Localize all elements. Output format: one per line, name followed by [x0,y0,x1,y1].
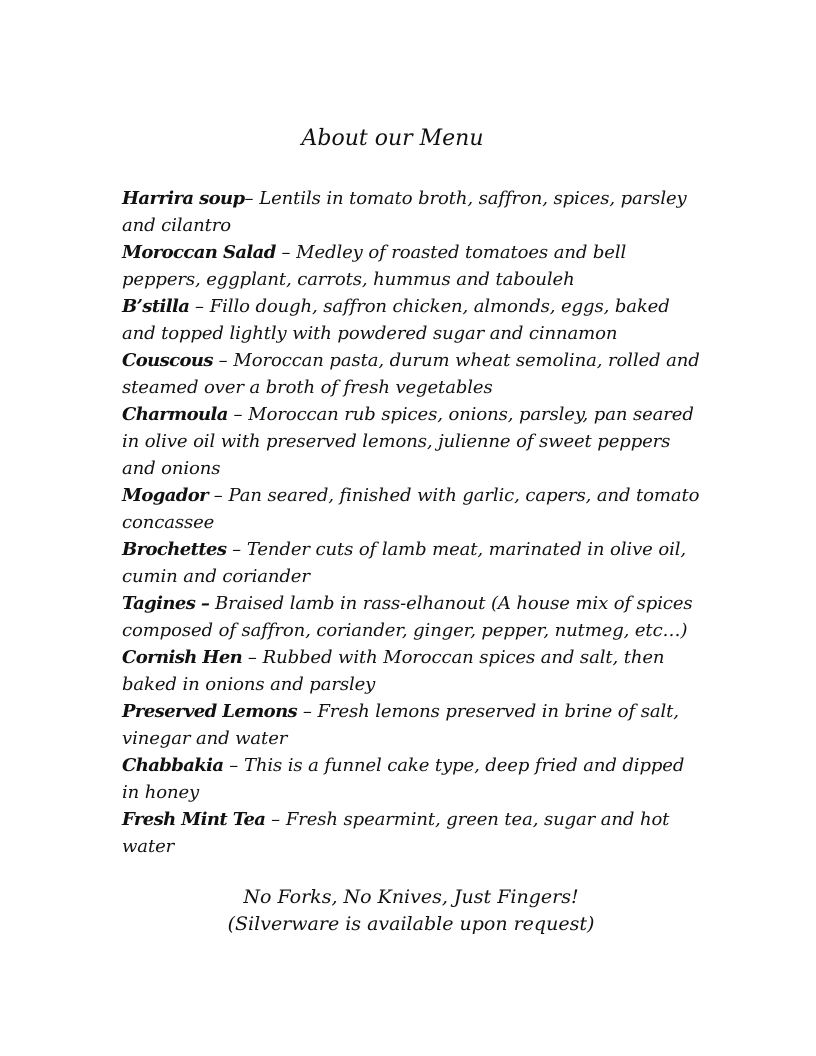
menu-item-separator: – [227,404,249,425]
menu-item-separator: – [244,188,260,209]
menu-item-description: Lentils in tomato broth, saffron, spices, parsley and cilantro [122,188,687,236]
menu-item-name: Moroccan Salad [122,242,276,263]
menu-item-bstilla [122,293,707,347]
menu-item-charmoula [122,401,707,482]
menu-item-name: Harrira soup [122,188,245,209]
menu-item-description: Medley of roasted tomatoes and bell peppers, eggplant, carrots, hummus and tabouleh [122,242,627,290]
menu-item-name: Brochettes [122,539,227,560]
menu-item-description: Pan seared, finished with garlic, capers, and tomato concassee [122,485,700,533]
menu-item-brochettes [122,536,707,590]
menu-item-cornish-hen [122,644,707,698]
menu-item-description: Tender cuts of lamb meat, marinated in olive oil, cumin and coriander [122,539,686,587]
menu-item-description: Moroccan rub spices, onions, parsley, pan seared in olive oil with preserved lemons, julienne of sweet peppers and onions [122,404,694,479]
menu-item-separator: – [189,296,210,317]
menu-item-separator: – [242,647,263,668]
menu-item-name: Couscous [122,350,213,371]
menu-item-tagines [122,590,707,644]
menu-item-description: Fresh lemons preserved in brine of salt, vinegar and water [122,701,679,749]
menu-item-name: Fresh Mint Tea [122,809,266,830]
menu-item-couscous [122,347,707,401]
menu-item-separator: – [226,539,247,560]
menu-item-separator: – [275,242,297,263]
menu-list [122,185,707,860]
menu-item-name: Cornish Hen [122,647,243,668]
menu-item-harrira-soup [122,185,707,239]
menu-item-description: Fresh spearmint, green tea, sugar and hot water [122,809,670,857]
footer-silverware-note: (Silverware is available upon request) [227,913,595,935]
menu-item-name: Preserved Lemons [122,701,298,722]
menu-item-description: Moroccan pasta, durum wheat semolina, rolled and steamed over a broth of fresh vegetables [122,350,700,398]
menu-item-name: Mogador [122,485,209,506]
menu-item-separator: – [212,350,234,371]
menu-item-moroccan-salad [122,239,707,293]
menu-item-separator: – [297,701,318,722]
menu-item-mogador [122,482,707,536]
menu-item-name: Tagines – [122,593,210,614]
menu-item-chabbakia [122,752,707,806]
menu-item-description: Rubbed with Moroccan spices and salt, then baked in onions and parsley [122,647,665,695]
page-title: About our Menu [301,126,484,151]
menu-item-name: Chabbakia [122,755,224,776]
menu-item-fresh-mint-tea [122,806,707,860]
menu-item-description: Fillo dough, saffron chicken, almonds, eggs, baked and topped lightly with powdered sugar and cinnamon [122,296,670,344]
menu-item-description: This is a funnel cake type, deep fried and dipped in honey [122,755,685,803]
menu-item-separator: – [208,485,229,506]
menu-item-separator: – [223,755,244,776]
menu-item-description: Braised lamb in rass-elhanout (A house mix of spices composed of saffron, coriander, ginger, pepper, nutmeg, etc…) [122,593,693,641]
menu-item-name: B’stilla [122,296,190,317]
menu-item-name: Charmoula [122,404,228,425]
footer-tagline: No Forks, No Knives, Just Fingers! [243,886,579,908]
footer-note [0,884,816,938]
menu-item-preserved-lemons [122,698,707,752]
menu-item-separator: – [265,809,286,830]
